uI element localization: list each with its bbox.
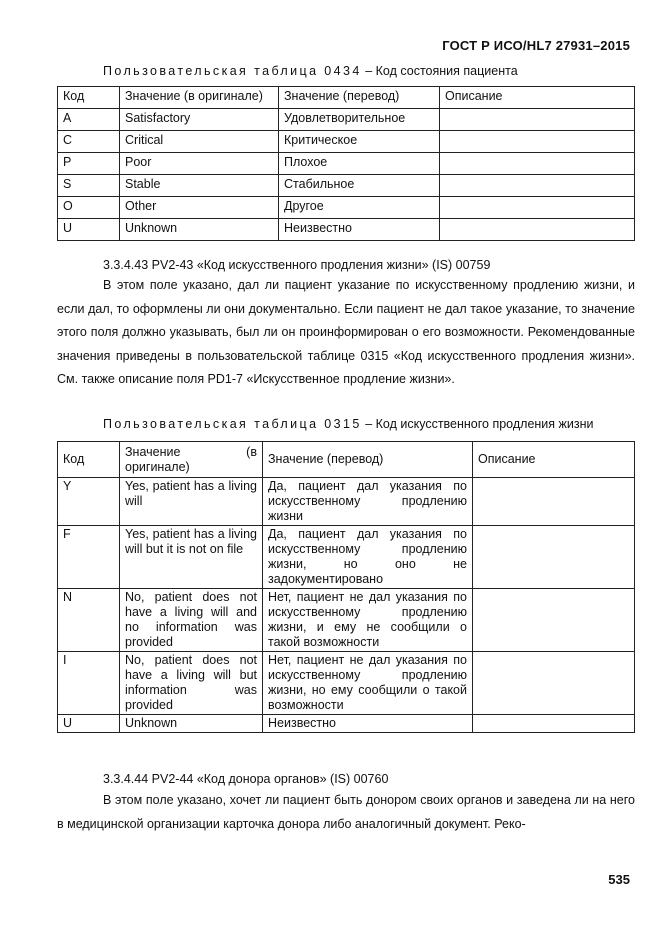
- cell-code: U: [58, 715, 120, 733]
- table-row: [58, 715, 635, 733]
- cell-description: [440, 197, 635, 219]
- cell-original: No, patient does not have a living will but information was provided: [120, 652, 263, 715]
- page-number: 535: [608, 872, 630, 887]
- cell-description: [440, 109, 635, 131]
- cell-description: [473, 715, 635, 733]
- cell-code: F: [58, 526, 120, 589]
- cell-original: Stable: [120, 175, 279, 197]
- cell-translation: Стабильное: [279, 175, 440, 197]
- table-0315: [57, 441, 635, 733]
- cell-code: N: [58, 589, 120, 652]
- cell-description: [473, 526, 635, 589]
- cell-description: [440, 219, 635, 241]
- table-0434: [57, 86, 635, 241]
- table-row: [58, 589, 635, 652]
- cell-description: [440, 131, 635, 153]
- cell-original: Unknown: [120, 715, 263, 733]
- cell-description: [440, 175, 635, 197]
- table-0434-caption-dash: –: [365, 64, 373, 78]
- cell-translation: Критическое: [279, 131, 440, 153]
- cell-original: Satisfactory: [120, 109, 279, 131]
- cell-translation: Нет, пациент не дал указания по искусственному продлению жизни, и ему не сообщили о такой возможности: [263, 589, 473, 652]
- table-row: [58, 652, 635, 715]
- section-heading-pv2-44: 3.3.4.44 PV2-44 «Код донора органов» (IS) 00760: [103, 772, 389, 786]
- cell-original: Poor: [120, 153, 279, 175]
- standard-header: ГОСТ Р ИСО/HL7 27931–2015: [442, 38, 630, 53]
- table-row: [58, 175, 635, 197]
- cell-original: Unknown: [120, 219, 279, 241]
- table-0315-caption-label: Пользовательская таблица 0315: [103, 417, 362, 431]
- column-header-code: Код: [58, 442, 120, 478]
- table-0315-caption-dash: –: [365, 417, 373, 431]
- table-0315-caption-title: Код искусственного продления жизни: [375, 417, 594, 431]
- cell-original: Other: [120, 197, 279, 219]
- cell-description: [473, 478, 635, 526]
- cell-code: P: [58, 153, 120, 175]
- table-row: [58, 197, 635, 219]
- section-heading-pv2-43: 3.3.4.43 PV2-43 «Код искусственного продления жизни» (IS) 00759: [103, 258, 491, 272]
- column-header-description: Описание: [440, 87, 635, 109]
- cell-code: Y: [58, 478, 120, 526]
- cell-description: [473, 589, 635, 652]
- cell-description: [473, 652, 635, 715]
- cell-translation: Плохое: [279, 153, 440, 175]
- table-row: [58, 153, 635, 175]
- cell-original: Yes, patient has a living will: [120, 478, 263, 526]
- table-row: [58, 478, 635, 526]
- cell-code: O: [58, 197, 120, 219]
- cell-code: A: [58, 109, 120, 131]
- table-0434-caption-label: Пользовательская таблица 0434: [103, 64, 362, 78]
- table-0434-header-row: [58, 87, 635, 109]
- cell-description: [440, 153, 635, 175]
- cell-translation: Неизвестно: [279, 219, 440, 241]
- column-header-translation: Значение (перевод): [279, 87, 440, 109]
- cell-original: Critical: [120, 131, 279, 153]
- cell-translation: Нет, пациент не дал указания по искусственному продлению жизни, но ему сообщили о такой возможности: [263, 652, 473, 715]
- cell-translation: Удовлетворительное: [279, 109, 440, 131]
- section-text-pv2-43: В этом поле указано, дал ли пациент указание по искусственному продлению жизни, и если дал, то оформлены ли они документально. Если пациент не дал такое указание, то значение этого поля должно указывать, был ли он проинформирован о его возможности. Рекомендованные значения приведены в пользовательской таблице 0315 «Код искусственного продления жизни». См. также описание поля PD1-7 «Искусственное продление жизни».: [57, 278, 635, 387]
- cell-translation: Другое: [279, 197, 440, 219]
- cell-original: Yes, patient has a living will but it is not on file: [120, 526, 263, 589]
- section-text-pv2-44: В этом поле указано, хочет ли пациент быть донором своих органов и заведена ли на него в медицинской организации карточка донора либо аналогичный документ. Реко-: [57, 793, 635, 831]
- table-row: [58, 219, 635, 241]
- table-0434-caption: [103, 64, 518, 78]
- column-header-code: Код: [58, 87, 120, 109]
- table-row: [58, 109, 635, 131]
- cell-code: U: [58, 219, 120, 241]
- cell-code: I: [58, 652, 120, 715]
- table-0434-caption-title: Код состояния пациента: [375, 64, 518, 78]
- table-row: [58, 526, 635, 589]
- cell-code: C: [58, 131, 120, 153]
- table-0315-header-row: [58, 442, 635, 478]
- column-header-original: Значение (в оригинале): [120, 442, 263, 478]
- cell-translation: Да, пациент дал указания по искусственному продлению жизни, но оно не задокументировано: [263, 526, 473, 589]
- column-header-description: Описание: [473, 442, 635, 478]
- cell-translation: Да, пациент дал указания по искусственному продлению жизни: [263, 478, 473, 526]
- cell-original: No, patient does not have a living will and no information was provided: [120, 589, 263, 652]
- column-header-original: Значение (в оригинале): [120, 87, 279, 109]
- table-0315-caption: [103, 417, 594, 431]
- cell-translation: Неизвестно: [263, 715, 473, 733]
- table-row: [58, 131, 635, 153]
- cell-code: S: [58, 175, 120, 197]
- column-header-translation: Значение (перевод): [263, 442, 473, 478]
